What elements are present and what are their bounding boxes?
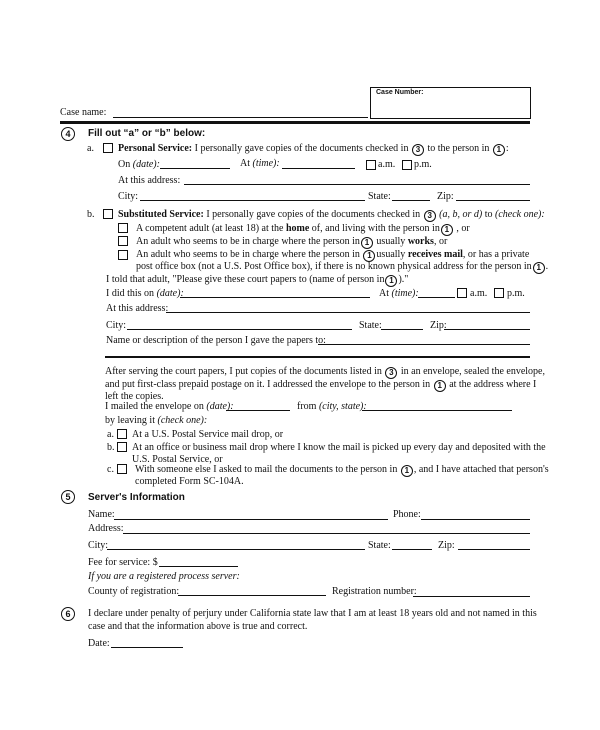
server-name-field[interactable] — [114, 519, 388, 520]
leaving-label: by leaving it (check one): — [105, 415, 208, 426]
registered-server-note: If you are a registered process server: — [88, 571, 240, 582]
adult-mail-text-2: post office box (not a U.S. Post Office box), if there is no known physical address for the person in 1 . — [136, 261, 549, 272]
on-date-label: On (date): — [118, 159, 160, 170]
personal-service-checkbox[interactable] — [103, 143, 113, 153]
pm-label: p.m. — [507, 288, 525, 299]
personal-date-field[interactable] — [160, 168, 230, 169]
personal-time-field[interactable] — [282, 168, 355, 169]
substituted-city-field[interactable] — [127, 329, 352, 330]
section-5-number: 5 — [61, 490, 75, 504]
did-this-on-label: I did this on (date): — [106, 288, 184, 299]
competent-adult-checkbox[interactable] — [118, 223, 128, 233]
personal-zip-field[interactable] — [456, 200, 530, 201]
mail-option-c-letter: c. — [107, 464, 114, 475]
county-label: County of registration: — [88, 586, 180, 597]
zip-label: Zip: — [438, 540, 455, 551]
case-name-field[interactable] — [113, 117, 368, 118]
personal-pm-checkbox[interactable] — [402, 160, 412, 170]
substituted-zip-field[interactable] — [444, 329, 530, 330]
adult-mail-text: An adult who seems to be in charge where the person in 1 usually receives mail, or has a private — [136, 249, 530, 260]
mail-paragraph-2: and put first-class prepaid postage on it. I addressed the envelope to the person in 1 at the address where I — [105, 379, 537, 390]
told-adult-text: I told that adult, "Please give these court papers to (name of person in 1 )." — [106, 274, 409, 285]
mailed-from-field[interactable] — [362, 410, 512, 411]
substituted-service-checkbox[interactable] — [103, 209, 113, 219]
county-field[interactable] — [178, 595, 326, 596]
someone-else-checkbox[interactable] — [117, 464, 127, 474]
adult-works-text: An adult who seems to be in charge where the person in 1 usually works, or — [136, 236, 448, 247]
divider — [105, 356, 530, 358]
competent-adult-text: A competent adult (at least 18) at the home of, and living with the person in 1 , or — [136, 223, 470, 234]
declaration-line-2: case and that the information above is true and correct. — [88, 621, 308, 632]
server-address-field[interactable] — [123, 533, 530, 534]
server-zip-field[interactable] — [458, 549, 530, 550]
mailed-on-label: I mailed the envelope on (date): — [105, 401, 234, 412]
registration-number-field[interactable] — [413, 596, 530, 597]
personal-state-field[interactable] — [392, 200, 430, 201]
personal-city-field[interactable] — [140, 200, 365, 201]
section-5-title: Server's Information — [88, 492, 185, 503]
zip-label: Zip: — [437, 191, 454, 202]
postal-mail-drop-text: At a U.S. Postal Service mail drop, or — [132, 429, 284, 440]
pm-label: p.m. — [414, 159, 432, 170]
declaration-date-field[interactable] — [111, 647, 183, 648]
case-number-label: Case Number: — [376, 89, 424, 96]
option-b-letter: b. — [87, 209, 95, 220]
state-label: State: — [359, 320, 382, 331]
option-a-letter: a. — [87, 143, 94, 154]
fee-label: Fee for service: $ — [88, 557, 158, 568]
adult-works-checkbox[interactable] — [118, 236, 128, 246]
business-mail-drop-text: At an office or business mail drop where I know the mail is picked up every day and deposited with the — [132, 442, 546, 453]
am-label: a.m. — [378, 159, 396, 170]
at-time-label: At (time): — [240, 158, 280, 169]
date-label: Date: — [88, 638, 110, 649]
declaration-line-1: I declare under penalty of perjury under California state law that I am at least 18 years old and not named in this — [88, 608, 537, 619]
mail-paragraph-3: left the copies. — [105, 391, 164, 402]
registration-number-label: Registration number: — [332, 586, 417, 597]
personal-address-field[interactable] — [184, 184, 530, 185]
adult-mail-checkbox[interactable] — [118, 250, 128, 260]
zip-label: Zip: — [430, 320, 447, 331]
divider — [60, 121, 530, 124]
business-mail-drop-checkbox[interactable] — [117, 442, 127, 452]
substituted-am-checkbox[interactable] — [457, 288, 467, 298]
city-label: City: — [88, 540, 109, 551]
personal-service-text: Personal Service: I personally gave copies of the documents checked in 3 to the person in 1 : — [118, 143, 509, 154]
substituted-address-field[interactable] — [166, 312, 530, 313]
state-label: State: — [368, 191, 391, 202]
name-label: Name: — [88, 509, 115, 520]
substituted-date-field[interactable] — [180, 297, 370, 298]
section-4-number: 4 — [61, 127, 75, 141]
substituted-service-text: Substituted Service: I personally gave copies of the documents checked in 3 (a, b, or d) to (check one): — [118, 209, 545, 220]
mailed-date-field[interactable] — [226, 410, 290, 411]
city-label: City: — [118, 191, 139, 202]
address-label: Address: — [88, 523, 124, 534]
server-phone-field[interactable] — [421, 519, 530, 520]
personal-am-checkbox[interactable] — [366, 160, 376, 170]
mail-paragraph-1: After serving the court papers, I put copies of the documents listed in 3 in an envelope, sealed the envelope, — [105, 366, 545, 377]
someone-else-text-2: completed Form SC-104A. — [135, 476, 244, 487]
address-label: At this address: — [118, 175, 181, 186]
substituted-time-field[interactable] — [418, 297, 455, 298]
at-time-label: At (time): — [379, 288, 419, 299]
server-state-field[interactable] — [392, 549, 432, 550]
address-label: At this address: — [106, 303, 169, 314]
business-mail-drop-text-2: U.S. Postal Service, or — [132, 454, 223, 465]
section-6-number: 6 — [61, 607, 75, 621]
substituted-pm-checkbox[interactable] — [494, 288, 504, 298]
name-description-field[interactable] — [318, 344, 530, 345]
mail-option-b-letter: b. — [107, 442, 115, 453]
section-4-title: Fill out “a” or “b” below: — [88, 128, 206, 139]
postal-mail-drop-checkbox[interactable] — [117, 429, 127, 439]
name-description-label: Name or description of the person I gave the papers to: — [106, 335, 326, 346]
state-label: State: — [368, 540, 391, 551]
am-label: a.m. — [470, 288, 488, 299]
phone-label: Phone: — [393, 509, 421, 520]
someone-else-text: With someone else I asked to mail the documents to the person in 1 , and I have attached that person's — [135, 464, 549, 475]
city-label: City: — [106, 320, 127, 331]
from-label: from (city, state): — [297, 401, 367, 412]
substituted-state-field[interactable] — [381, 329, 423, 330]
server-city-field[interactable] — [107, 549, 365, 550]
mail-option-a-letter: a. — [107, 429, 114, 440]
case-name-label: Case name: — [60, 107, 107, 118]
case-number-field[interactable] — [370, 87, 531, 119]
fee-field[interactable] — [159, 566, 238, 567]
